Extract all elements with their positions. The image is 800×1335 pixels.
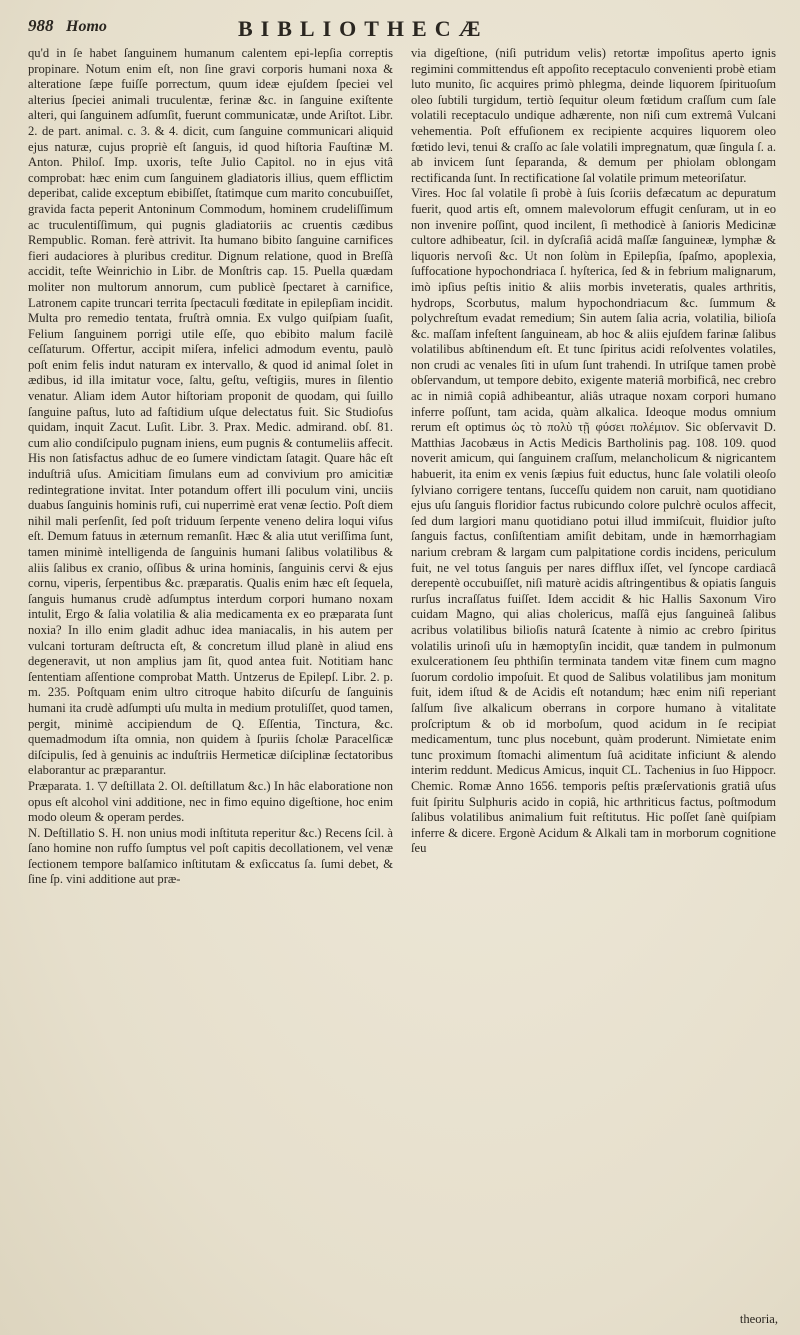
paragraph: Præparata. 1. ▽ deſtillata 2. Ol. deſtillatum &c.) In hâc elaboratione non opus eſt alcohol vini additione, nec in fimo equino digeſtione, hoc enim modo oleum & operam perdes. (28, 778, 393, 825)
page-number: 988 (28, 16, 54, 35)
text-columns (28, 46, 778, 1326)
paragraph: Vires. Hoc ſal volatile ſi probè à ſuis ſcoriis defæcatum ac depuratum fuerit, quod artis eſt, omnem malevolorum effugit cenſuram, ut in eo non invenire poſſint, quod incilent, ſi methodicè à ſanioris Medicinæ cultore adhibeatur, ſcil. in dyſcraſiâ acidâ maſſæ ſanguineæ, lymphæ & liquoris nervoſi &c. Ut non ſolùm in Epilepſia, ſpaſmo, apoplexia, ſuffocatione hypochondriaca ſ. hyſterica, ſed & in febrium malignarum, imò ipſius peſtis initio & aliis morbis inveteratis, quales arthritis, hydrops, Scorbutus, malum hypochondriacum &c. ſummum & polychreſtum evadat remedium; Sin autem ſalia acria, volatilia, bilioſa &c. maſſam infeſtent ſanguineam, ab hoc & aliis ejuſdem farinæ ſalibus volatilibus abſtinendum eſt. Et tunc ſpiritus acidi reſolventes volatiles, non crudi ac venales ſiti in uſum ſunt trahendi. In utriſque tamen probè obſervandum, ut tempore debito, exigente materiâ morbificâ, nec crebro ac in nimiâ copiâ adhibeantur, aliâs utraque noxam corpori humano inferre poſſunt, tam acida, quàm alkalica. Ideoque modus omnium rerum eſt optimus ὡς τὸ πολὺ τῇ φύσει πολέμιον. Sic obſervavit D. Matthias Jacobæus in Actis Medicis Bartholinis pag. 108. 109. quod noverit amicum, qui ſanguinem craſſum, melancholicum & nigricantem habuerit, ita enim ex venis ſæpius fuit eductus, hunc ſale volatili oleoſo ſylviano corrigere tentans, ſucceſſu quidem non caruit, nam quotidiano ejus uſu ſanguis floridior factus rubicundo colore pulchrè oculos affecit, ſed dum largiori manu quotidiano potui illud immiſcuit, fluidior juſto ſanguis factus, conſiſtentiam amiſit debitam, unde in hæmorrhagiam narium crebram & largam cum palpitatione cordis incidens, periculum fuit, ne vel totus ſanguis per nares difflux iſſet, vel ſyncope cardiacâ derepentè occubuiſſet, niſi maturè acidis aſtringentibus & opiatis ſanguis rurſus incraſſatus fuiſſet. Idem accidit & hic Hallis Saxonum Viro cuidam Magno, qui alias cholericus, maſſâ ejus ſanguineâ ſalibus acribus volatilibus bilioſis naturâ ſcatente à nimio ac crebro ſpiritus volatilis urinoſi uſu in hæmoptyſin incidit, quæ tandem in pulmonum exulcerationem ſeu phthiſin terminata tandem vitæ finem cum magno ſuorum cordolio impoſuit. Et quod de Salibus volatilibus jam monitum fuit, idem iſtud & de Acidis eſt notandum; hæc enim niſi reperiant ſalſum ſive alkalicum oberrans in corpore humano à vitalitate proſcriptum & ob id morboſum, quod acidum in ſe recipiat medicamentum, tunc plus nocebunt, quàm proderunt. Nimietate enim tunc proximum ſtomachi alimentum ſuâ aciditate inficiunt & alendo interim reddunt. Medicus Amicus, inquit CL. Tachenius in ſuo Hippocr. Chemic. Romæ Anno 1656. temporis peſtis præſervationis gratiâ uſus fuit ſpiritu Sulphuris acido in copiâ, hic arthriticus factus, poſtmodum ſalibus volatilibus animalium fuit reſtitutus. Hic poſſet ſanè quiſpiam inferre & dicere. Ergonè Acidum & Alkali tam in morborum cognitione ſeu (411, 186, 776, 856)
running-title: BIBLIOTHECÆ (238, 16, 489, 41)
left-column (28, 46, 393, 1326)
page-header (28, 16, 778, 46)
catchword: theoria, (739, 1312, 778, 1326)
running-head-word: Homo (66, 18, 107, 35)
paragraph: N. Deſtillatio S. H. non unius modi inſtituta reperitur &c.) Recens ſcil. à ſano homine non ruffo ſumptus vel poſt capitis decollationem, vel venæ ſectionem tempore balſamico inſtitutam & exſiccatus ſa. ſumi debet, & ſine ſp. vini additione aut præ- (28, 825, 393, 887)
right-column (411, 46, 776, 1326)
paragraph: via digeſtione, (niſi putridum velis) retortæ impoſitus aperto ignis regimini committendus eſt appoſito receptaculo convenienti probè etiam luto munito, ſic acquires primò phlegma, deinde liquorem ſpirituoſum oleo ſubtili turgidum, tertiò ſequitur oleum fœtidum craſſum cum ſale volatili receptaculo undique adhærente, non niſi cum extremâ Vulcani vehementia. Poſt effuſionem ex recipiente acquires liquorem oleo fœtido levi, tenui & craſſo ac ſale volatili impregnatum, quæ ſingula ſ. a. ab invicem ſunt ſeparanda, & demum per phiolam oblongam rectificanda ſunt. In rectificatione ſal volatile primum meteoriſatur. (411, 46, 776, 185)
paragraph: qu'd in ſe habet ſanguinem humanum calentem epi-lepſia correptis propinare. Notum enim eſt, non ſine gravi corporis humani noxa & alteratione ſæpe fuiſſe porrectum, quum ideæ ejuſdem ſpeciei vel alterius ſpeciei animali truculentæ, ferinæ &c. in ſanguine exiſtente alteri, qui ſanguinem adſumſit, fuerunt communicatæ, unde Ariſtot. Libr. 2. de part. animal. c. 3. & 4. dicit, cum ſanguine communicari aliquid ejus naturæ, cujus propriè eſt ſanguis, id quod hiſtoria Fauſtinæ M. Anton. Philoſ. Imp. uxoris, teſte Julio Capitol. no in ejus vitâ comprobat: hæc enim cum ſanguinem gladiatoris illius, quem efflictim deperibat, calide exceptum ebibiſſet, ſtatimque cum marito concubuiſſet, gravida facta peperit Antoninum Commodum, hominem crudeliſſimum ac truculentiſſimum, qui pugnis gladiatoriis ac cruentis cædibus Rempublic. Roman. ferè attrivit. Ita humano bibito ſanguine carnifices fieri audaciores à pluribus creditur. Dignum relatione, quod in Breſſà accidit, teſte Weinrichio in Libr. de Monſtris cap. 15. Puella quædam moliter non multorum annorum, cum publicè ſpectaret à carnifice, Latronem capite truncari territa ſpectaculi fœditate in epilepſiam incidit. Multa pro remedio tentata, fruſtrà omnia. Ex vulgo quiſpiam ſuaſit, Felium ſanguinem porrigi utile eſſe, quo ebibito malum facilè ceſſaturum. Offertur, accipit miſera, infelici admodum eventu, paulò poſt enim felis indut naturam ex intervallo, & quod id animal ſolet in ædibus, id illa imitatur voce, ſaltu, geſtu, veſtigiis, mures in ſilentio venatur. Aliam idem Autor hiſtoriam proponit de quodam, qui ſuillo ſanguine paſtus, luto ad faſtidium uſque delectatus fuit. Sic Studioſus quidam, inquit Zacut. Luſit. Libr. 3. Prax. Medic. admirand. obſ. 81. cum alio condiſcipulo pugnam iniens, eum pugnis & contumeliis affecit. His non ſatisfactus adhuc de eo ſumere vindictam ſatagit. Quare hâc eſt induſtriâ uſus. Amicitiam ſimulans eum ad convivium pro amicitiæ redintegratione invitat. Inter potandum offert illi poculum vini, unciis duabus ſanguinis hominis rufi, cui nuperrimè erat venæ ſectio. Poſt diem nihil mali perſenſit, ſed poſt triduum ſerpente veneno delira loqui viſus eſt. Demum fatuus in æternum remanſit. Hæc & alia utut veriſſima ſunt, tamen minimè intelligenda de ſanguinis humani ſalibus volatilibus & aliis ſalibus ex cranio, oſſibus & urina hominis, ſanguinis cervi & ejus cornu, viperis, ſerpentibus &c. præparatis. Qualis enim hæc eſt ſequela, ſanguis humanus crudè adſumptus interdum corpori humano noxam intulit, Ergo & ſalia volatilia & alia medicamenta ex eo præparata ſunt noxia? In illo enim gladit adhuc idea maniacalis, in his autem per vulcani torturam deſtructa eſt, & concretum illud planè in aliud ens degeneravit, ut non amplius jam ſit, quod antea fuit. Notitiam hanc ſententiam aſſentione comprobat Matth. Untzerus de Epilepſ. Libr. 2. p. m. 235. Poſtquam enim ultro citroque habito diſcurſu de ſanguinis humani ita crudè adſumpti uſu multa in medium protuliſſet, quod tamen, pergit, minimè accipiendum de Q. Eſſentia, Tinctura, &c. quemadmodum iſta omnia, non quidem à ſpuriis ſcholæ Paracelſicæ diſcipulis, ſed à genuinis ac induſtriis Hermeticæ diſciplinæ ſectatoribus elaborantur ac præparantur. (28, 46, 393, 778)
